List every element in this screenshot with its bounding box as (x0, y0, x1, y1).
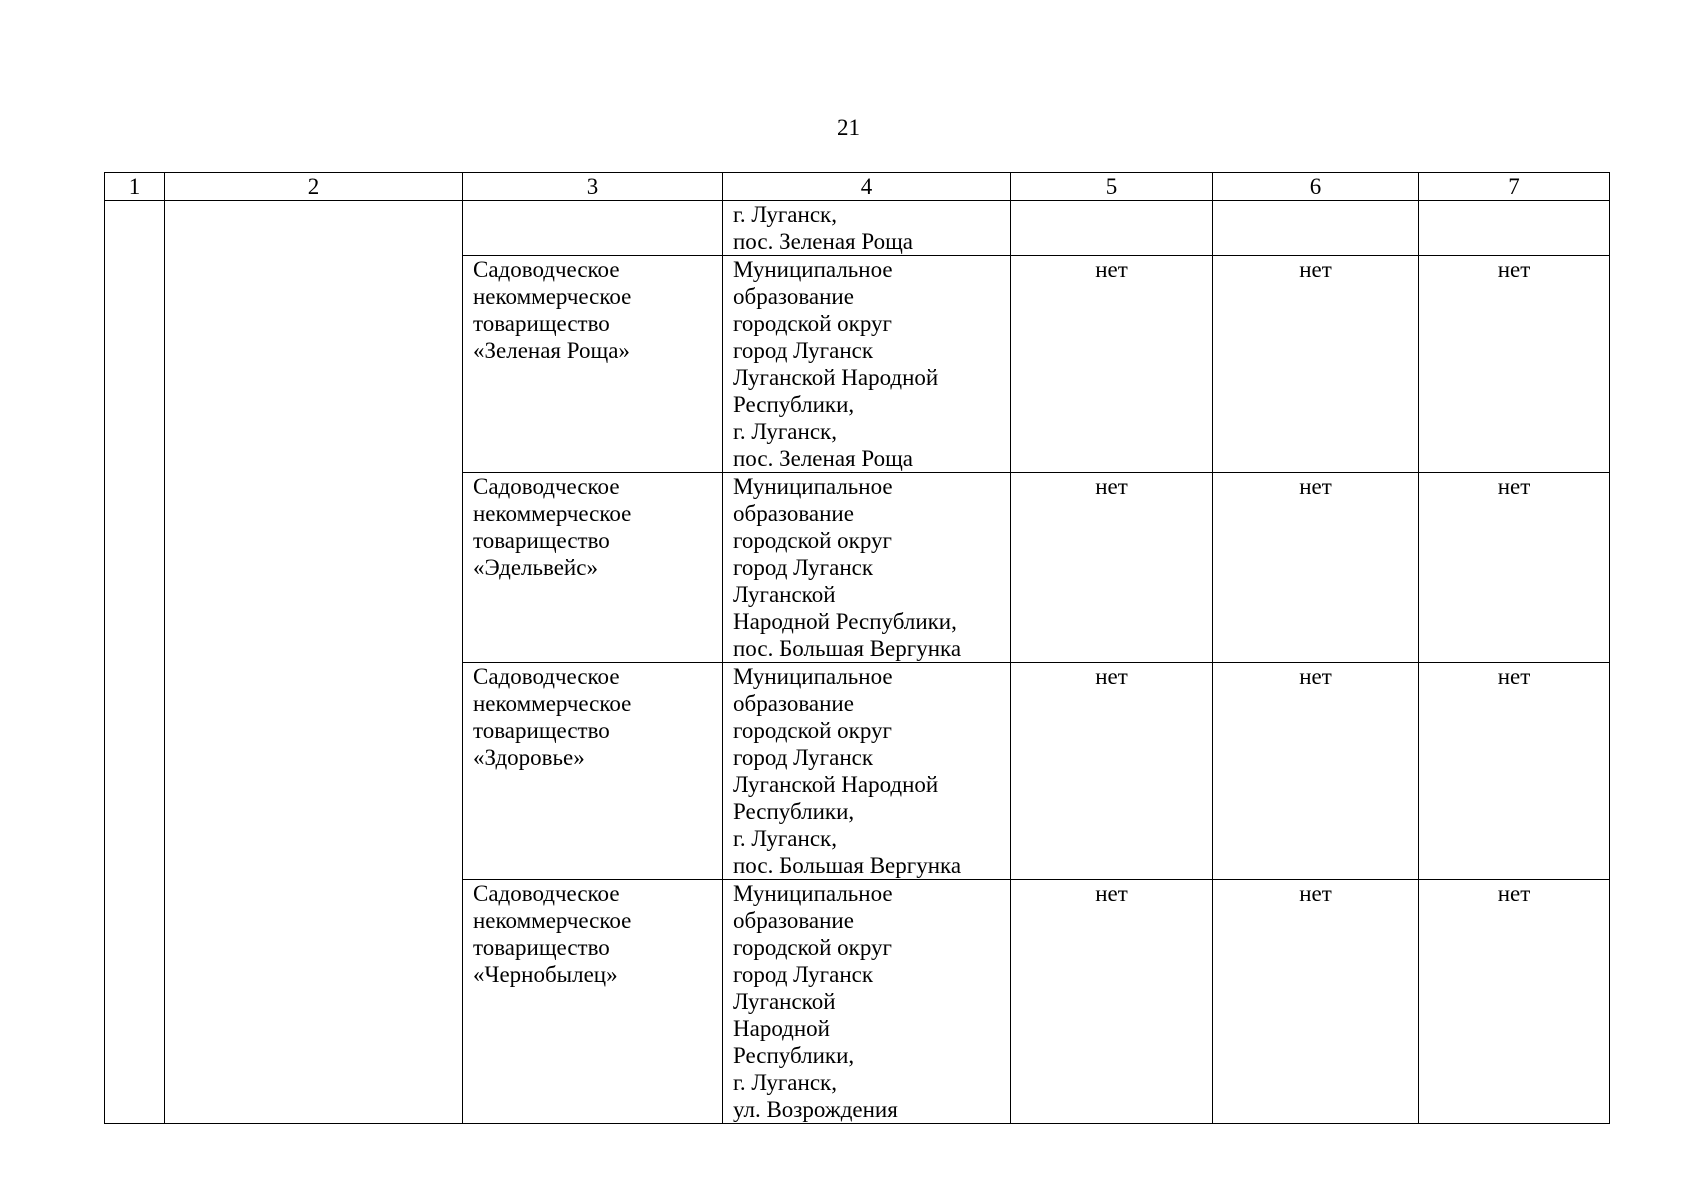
data-table (104, 172, 1610, 1124)
name-line: Садоводческое (473, 257, 620, 282)
col6-cell: нет (1213, 256, 1419, 473)
location-line: пос. Большая Вергунка (733, 636, 962, 661)
location-line: г. Луганск, (733, 1070, 837, 1095)
col5-cell: нет (1011, 473, 1213, 663)
location-line: г. Луганск, (733, 826, 837, 851)
location-line: Республики, (733, 392, 855, 417)
location-cell (723, 880, 1011, 1124)
location-line: городской округ (733, 311, 892, 336)
location-line: город Луганск (733, 962, 874, 987)
location-cell (723, 663, 1011, 880)
column-header: 5 (1011, 173, 1213, 201)
location-line: Луганской Народной (733, 365, 939, 390)
column-header: 2 (165, 173, 463, 201)
name-cell (463, 201, 723, 256)
name-line: «Зеленая Роща» (473, 338, 630, 363)
location-line: город Луганск (733, 555, 874, 580)
col6-cell: нет (1213, 473, 1419, 663)
location-line: Луганской (733, 989, 836, 1014)
col5-cell: нет (1011, 256, 1213, 473)
col7-cell: нет (1419, 663, 1610, 880)
location-line: г. Луганск, (733, 419, 837, 444)
name-line: некоммерческое (473, 691, 632, 716)
location-line: городской округ (733, 528, 892, 553)
name-cell (463, 256, 723, 473)
col6-cell (1213, 201, 1419, 256)
location-cell (723, 256, 1011, 473)
location-line: Муниципальное (733, 257, 893, 282)
col6-cell: нет (1213, 880, 1419, 1124)
location-line: Народной Республики, (733, 609, 957, 634)
column-header: 7 (1419, 173, 1610, 201)
column-header: 4 (723, 173, 1011, 201)
name-line: Садоводческое (473, 664, 620, 689)
location-line: Луганской Народной (733, 772, 939, 797)
column-header: 1 (105, 173, 165, 201)
col7-cell (1419, 201, 1610, 256)
location-line: образование (733, 501, 854, 526)
name-line: товарищество (473, 718, 610, 743)
col5-cell: нет (1011, 880, 1213, 1124)
location-line: Республики, (733, 799, 855, 824)
location-line: пос. Большая Вергунка (733, 853, 962, 878)
location-line: Народной (733, 1016, 830, 1041)
location-line: Муниципальное (733, 881, 893, 906)
name-cell (463, 880, 723, 1124)
location-line: пос. Зеленая Роща (733, 446, 913, 471)
location-line: образование (733, 284, 854, 309)
col1-cell (105, 201, 165, 1124)
location-line: пос. Зеленая Роща (733, 229, 913, 254)
col7-cell: нет (1419, 880, 1610, 1124)
location-line: образование (733, 908, 854, 933)
name-line: товарищество (473, 311, 610, 336)
location-line: городской округ (733, 718, 892, 743)
name-line: Садоводческое (473, 881, 620, 906)
location-line: Республики, (733, 1043, 855, 1068)
location-line: город Луганск (733, 338, 874, 363)
location-line: образование (733, 691, 854, 716)
location-cell (723, 473, 1011, 663)
location-line: Луганской (733, 582, 836, 607)
location-line: городской округ (733, 935, 892, 960)
name-line: товарищество (473, 528, 610, 553)
name-line: Садоводческое (473, 474, 620, 499)
page-number: 21 (837, 115, 860, 140)
name-line: «Эдельвейс» (473, 555, 598, 580)
location-line: Муниципальное (733, 664, 893, 689)
col5-cell: нет (1011, 663, 1213, 880)
location-line: г. Луганск, (733, 202, 837, 227)
column-header: 6 (1213, 173, 1419, 201)
name-line: «Здоровье» (473, 745, 585, 770)
name-line: «Чернобылец» (473, 962, 618, 987)
name-line: товарищество (473, 935, 610, 960)
name-line: некоммерческое (473, 501, 632, 526)
table-row (105, 201, 1610, 256)
location-line: город Луганск (733, 745, 874, 770)
name-cell (463, 473, 723, 663)
location-cell (723, 201, 1011, 256)
location-line: Муниципальное (733, 474, 893, 499)
column-header: 3 (463, 173, 723, 201)
name-line: некоммерческое (473, 284, 632, 309)
col7-cell: нет (1419, 256, 1610, 473)
name-cell (463, 663, 723, 880)
col7-cell: нет (1419, 473, 1610, 663)
col5-cell (1011, 201, 1213, 256)
col6-cell: нет (1213, 663, 1419, 880)
col2-cell (165, 201, 463, 1124)
name-line: некоммерческое (473, 908, 632, 933)
column-number-row (105, 173, 1610, 201)
location-line: ул. Возрождения (733, 1097, 898, 1122)
